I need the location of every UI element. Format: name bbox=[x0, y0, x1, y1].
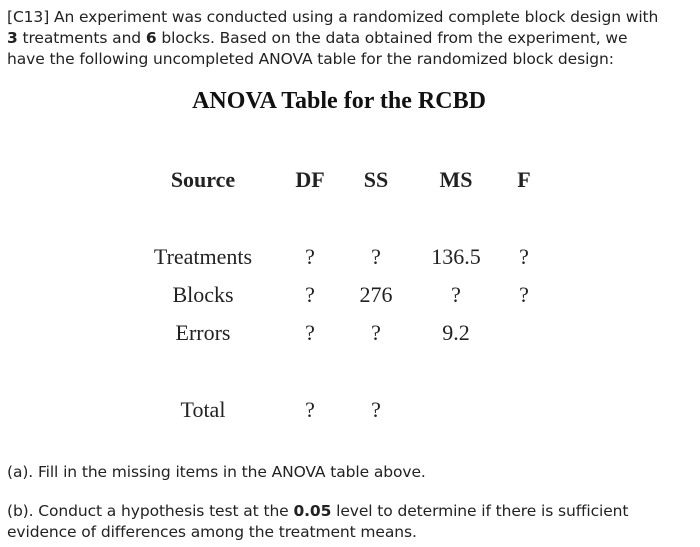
intro-treatments-text: treatments and bbox=[17, 29, 146, 47]
row-ms: 136.5 bbox=[431, 244, 481, 269]
header-ss: SS bbox=[363, 167, 389, 192]
question-b bbox=[7, 501, 693, 543]
row-df: ? bbox=[305, 282, 315, 307]
header-ms: MS bbox=[439, 167, 473, 192]
row-df: ? bbox=[305, 397, 315, 422]
intro-line1: [C13] An experiment was conducted using a randomized complete block design with bbox=[7, 8, 659, 26]
row-df: ? bbox=[305, 320, 315, 345]
header-source: Source bbox=[170, 167, 236, 192]
question-b-line2: evidence of differences among the treatment means. bbox=[7, 523, 417, 541]
intro-line3: have the following uncompleted ANOVA table for the randomized block design: bbox=[7, 50, 614, 68]
header-f: F bbox=[517, 167, 531, 192]
row-source: Errors bbox=[175, 320, 231, 345]
row-source: Total bbox=[180, 397, 226, 422]
row-ss: 276 bbox=[359, 282, 393, 307]
row-source: Treatments bbox=[153, 244, 253, 269]
row-f: ? bbox=[519, 282, 529, 307]
question-b-text-cont: level to determine if there is sufficient bbox=[331, 502, 629, 520]
significance-level: 0.05 bbox=[293, 502, 332, 520]
header-df: DF bbox=[295, 167, 325, 192]
blocks-count: 6 bbox=[145, 29, 157, 47]
row-source: Blocks bbox=[172, 282, 234, 307]
row-ms: 9.2 bbox=[442, 320, 470, 345]
row-ss: ? bbox=[371, 397, 381, 422]
row-ss: ? bbox=[371, 244, 381, 269]
table-title: ANOVA Table for the RCBD bbox=[192, 88, 486, 114]
question-a: (a). Fill in the missing items in the ANOVA table above. bbox=[7, 463, 426, 481]
row-f: ? bbox=[519, 244, 529, 269]
intro-blocks-text: blocks. Based on the data obtained from the experiment, we bbox=[156, 29, 628, 47]
treatments-count: 3 bbox=[7, 29, 18, 47]
row-ms: ? bbox=[451, 282, 461, 307]
question-b-text: (b). Conduct a hypothesis test at the bbox=[7, 502, 294, 520]
problem-statement bbox=[7, 7, 693, 70]
row-df: ? bbox=[305, 244, 315, 269]
row-ss: ? bbox=[371, 320, 381, 345]
